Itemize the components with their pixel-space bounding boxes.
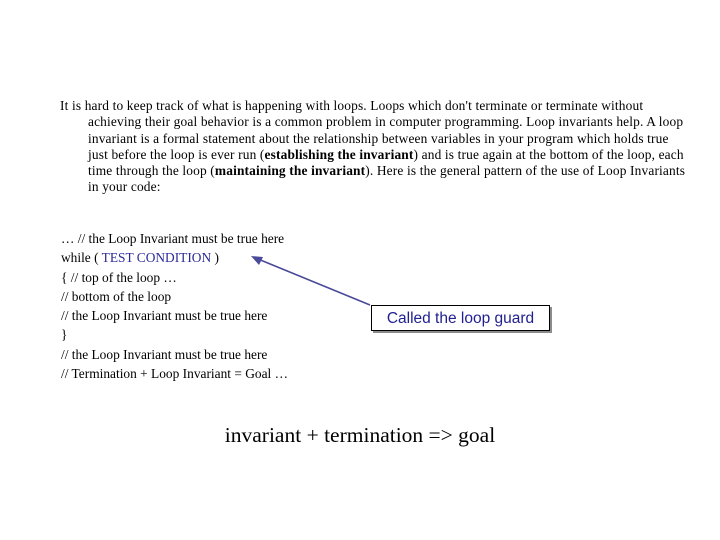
intro-text-1: It is hard to keep track of what is happening with loops. Loops which don't terminate or terminate without achieving their goal behavior is a common problem in computer programming. Loop invariants help. A loop invariant is a formal statement about the relationship between variables in your program which holds true just before the loop is ever run ( [60,98,684,162]
code-line-loop-bottom: // bottom of the loop [61,288,172,304]
code-line-invariant-inside: // the Loop Invariant must be true here [61,308,268,324]
code-line-loop-top: { // top of the loop … [61,269,177,285]
loop-guard-callout: Called the loop guard [371,305,550,331]
summary-text: invariant + termination => goal [224,423,496,447]
summary-formula [0,423,720,448]
intro-paragraph [60,98,690,196]
code-block [61,229,288,383]
code-line-invariant-before: … // the Loop Invariant must be true here [61,231,285,246]
intro-bold-establishing: establishing the invariant [264,146,414,162]
intro-text-3: ). Here is the general pattern of the use of Loop Invariants in your code: [88,163,686,195]
code-line-termination: // Termination + Loop Invariant = Goal … [61,366,289,382]
loop-guard-text: TEST CONDITION [101,250,212,266]
code-line-close-brace: } [61,327,68,343]
intro-text-2: ) and is true again at the bottom of the loop, each time through the loop ( [88,146,684,179]
code-line-while [61,248,288,267]
intro-bold-maintaining: maintaining the invariant [214,163,366,179]
code-line-invariant-after: // the Loop Invariant must be true here [61,346,268,362]
while-prefix: while ( [61,250,102,266]
while-suffix: ) [211,250,219,266]
